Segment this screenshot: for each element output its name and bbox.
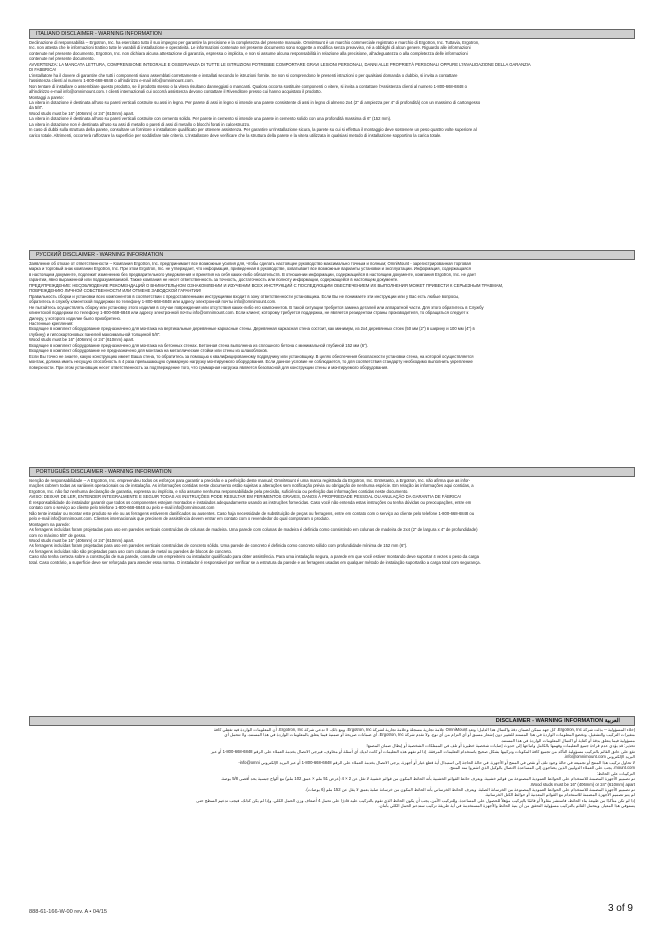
paragraph-line: монтаж, должна иметь несущую способность в 4 раза превышающую суммарную нагрузку монтируемого оборудования. Если данное условие не соблюдается, то для соответствия стандарту необходимо выполнить укрепление bbox=[29, 359, 473, 365]
paragraph-line: البريد الإلكتروني info@omnimount.com. bbox=[563, 754, 635, 760]
section-body bbox=[29, 40, 635, 138]
section-header: ITALIANO DISCLAIMER - WARNING INFORMATION bbox=[29, 29, 635, 39]
paragraph-line: إخلاء المسؤولية -- بذلت شركة Ergotron, Inc. كل جهد ممكن لضمان دقة واكتمال هذا الدليل؛ وتعد OmniMount علامة تجارية مسجلة وعلامة تجارية لشركة Ergotron, Inc. ومع ذلك، لا تدعي شركة Ergotron, Inc. أن المعلومات الواردة فيه تغطي كافة bbox=[213, 727, 635, 732]
section-header: PORTUGUÊS DISCLAIMER - WARNING INFORMATION bbox=[29, 467, 635, 477]
paragraph-line: Não tente instalar ou montar este produto se ele ou as ferragens estiverem danificados ou ausentes. Caso haja necessidade de substituição de peças ou ferragens, entre em contato com o serviço ao cliente pelo telefone 1-800-668-6848 ou bbox=[29, 510, 475, 516]
portuguese-section bbox=[29, 467, 635, 565]
paragraph-line: Ergotron, Inc. não faz nenhuma declaração de garantia, expressa ou implícita, e não assume nenhuma responsabilidade pela precisão, suficiência ou perfeição das informações contidas neste documento. bbox=[29, 488, 409, 494]
paragraph-line: Inc. non attesta che le informazioni trattino tutte le varabili di installazione e operatività. Le informazioni contenute nel presente documento sono soggette a modifica senza preavviso, né a obblighi di alcun genere. Riguardo alle informazioni bbox=[29, 45, 471, 51]
paragraph-line: As ferragens incluídas não são projetadas para uso com colunas de metal ou paredes de blocos de concreto. bbox=[29, 548, 232, 554]
russian-section bbox=[29, 250, 635, 370]
paragraph-line: contenute nel presente documento. bbox=[29, 56, 95, 62]
paragraph-line: إذا لم تكن متأكدًا من طبيعة بناء الحائط، فاستشر مقاولاً أو قائمًا بالتركيب مؤهلاً للحصول على المساعدة. وللتركيب الآمن، يجب أن يكون الحائط الذي تقوم بالتركيب عليه قادرًا على تحمل 4 أضعاف وزن الحمل الكلي. وإذا لم يكن كذلك، فيجب تدعيم السطح حتى bbox=[196, 797, 635, 803]
paragraph-line: تقع على عاتق القائم بالتركيب مسؤولية التأكد من تجميع كافة المكونات وتركيبها بشكل صحيح باستخدام التعليمات المرفقة. إذا لم تفهم هذه التعليمات أو كانت لديك أي أسئلة أو مخاوف، فيرجى الاتصال بخدمة العملاء على الرقم 6848-668-800-1 أو عبر bbox=[211, 748, 635, 754]
section-body bbox=[29, 727, 635, 809]
paragraph-line: гарантии, явно выраженной или подразумеваемой. Также компания не несет ответственность за точность, достаточность или полноту информации, содержащейся в настоящем документе. bbox=[29, 277, 399, 283]
paragraph-line: As ferragens incluídas foram projetadas para uso em paredes verticais construídas de colunas de madeira. Uma parede com colunas de madeira é definida como consistindo em colunas de madeira de 2x4 (2" de largura x 4" de profundidade) bbox=[29, 527, 478, 533]
section-header: РУССКИЙ DISCLAIMER - WARNING INFORMATION bbox=[29, 250, 635, 260]
paragraph-line: Montaggi a parete: bbox=[29, 94, 64, 100]
italian-section bbox=[29, 29, 635, 138]
paragraph-line: لا تحاول تركيب هذا المنتج أو تجميعه في حالة وجود تلف أو نقص في المنتج أو الأجهزة. في حالة الحاجة إلى استبدال أية قطع غيار أو أجهزة، يرجى الاتصال بخدمة العملاء على الرقم 6848-668-800-1 أو عبر البريد الإلكتروني info@omni- bbox=[238, 759, 635, 765]
section-title-arabic: العربية bbox=[604, 718, 620, 724]
paragraph-line: In caso di dubbi sulla struttura della parete, consultare un fornitore o installatore qualificato per ottenere assistenza. Per garantire un'installazione sicura, la parete su cui si effettua il montaggio deve sostenere un peso quattro volte superiore al bbox=[29, 127, 477, 133]
paragraph-line: com no máximo 5/8" de gesso. bbox=[29, 532, 87, 538]
document-code: 888-61-166-W-00 rev. A • 04/15 bbox=[29, 909, 107, 915]
paragraph-line: поверхности. При этом установщик несет ответственность за подтверждение того, что суммарная нагрузка является безопасной для конструкции стены и монтируемого оборудования. bbox=[29, 364, 389, 370]
paragraph-line: ПРЕДУПРЕЖДЕНИЕ: НЕСОБЛЮДЕНИЕ РЕКОМЕНДАЦИЙ О ВНИМАТЕЛЬНОМ ОЗНАКОМЛЕНИИ И ИЗУЧЕНИИ ВСЕХ ИНСТРУКЦИЙ С ПОСЛЕДУЮЩИМ ОБЕСПЕЧЕНИЕМ ИХ ВЫПОЛНЕНИЯ МОЖЕТ ПРИВЕСТИ К СЕРЬЕЗНЫМ ТРАВМАМ, bbox=[29, 282, 504, 288]
paragraph-line: L'installatore ha il dovere di garantire che tutti i componenti siano assemblati correttamente e installati secondo le istruzioni fornite. Se non si comprendono le presenti istruzioni o per qualsiasi domanda o dubbio, si invita a contattare bbox=[29, 72, 458, 78]
paragraph-line: Входящее в комплект оборудование предназначено для монтажа на бетонных стенах. Бетонная стена выполнена из сплошного бетона с минимальной глубиной 152 мм (6"). bbox=[29, 342, 369, 348]
paragraph-line: La vitera in dotazione è destinata all'uso su pareti verticali costruite su assi in legno. Per parete di assi in legno si intende una parete consistente di assi in legno di almeno 2x4 (2" di ampiezza per 4" di profondità) con un massimo di cartongesso bbox=[29, 99, 481, 105]
paragraph-line: da 5/8". bbox=[29, 105, 44, 111]
paragraph-line: mount.com. يجب على العملاء الدوليين الذين يحتاجون إلى المساعدة الاتصال بالوكيل الذي اشتروا منه المنتج. bbox=[449, 765, 635, 771]
paragraph-line: لم يتم تصميم الأجهزة المضمنة للاستخدام مع القوائم المعدنية أو حوائط الكتل الخرسانية. bbox=[484, 792, 635, 798]
paragraph-line: Non tentare di installare o assemblare questo prodotto, se il prodotto stesso o la vitera risultano danneggiati o mancanti. Qualora occorra sostituire componenti o vitere, si invita a contattare l'Assistenza clienti al numero 1-800-668-6848 o bbox=[29, 83, 467, 89]
paragraph-line: Isenção de responsabilidade -- A Ergotron, Inc. empreendeu todos os esforços para garantir a precisão e a perfeição deste manual; OmniMount é uma marca registrada da Ergotron, Inc. Entretanto, a Ergotron, Inc. não afirma que as infor- bbox=[29, 478, 471, 483]
paragraph-line: клиентской поддержки по телефону 1-800-668-6848 или адресу электронной почты info@omnimount.com. Если клиент, которому требуется поддержка, не является резидентом страны производителя, то обращаться следует к bbox=[29, 310, 469, 316]
paragraph-line: Если Вы точно не знаете, какую конструкцию имеет Ваша стена, то обратитесь за помощью к квалифицированному подрядчику или установщику. В целях обеспечения безопасности установки стена, на которой осуществляется bbox=[29, 353, 474, 359]
paragraph-line: As ferragens incluídas foram projetadas para uso em paredes verticais construídas de concreto sólido. Uma parede de concreto é definida como concreto sólido com profundidade mínima de 152 mm (6"). bbox=[29, 543, 408, 549]
paragraph-line: La vitera in dotazione non è destinata all'uso su assi di metallo o pareti di assi di metallo o blocchi forati in calcestruzzo. bbox=[29, 121, 251, 127]
paragraph-line: Montagem na parede: bbox=[29, 521, 70, 527]
paragraph-line: La vitera in dotazione è destinata all'uso su pareti verticali costruite con cemento solido. Per parete in cemento si intende una parete in cemento solido con una profondità massima di 6" (152 mm). bbox=[29, 116, 392, 122]
paragraph-line: Правильность сборки и установки всех компонентов в соответствии с предоставленными инструкциями входит в зону ответственности установщика. Если Вы не понимаете эти инструкции или у Вас есть любые вопросы, bbox=[29, 293, 460, 299]
section-header bbox=[29, 716, 635, 726]
paragraph-line: تم تصميم الأجهزة المضمنة للاستخدام على الحوائط العمودية المصنوعة من قوائم خشبية. ويعرف حائط القوائم الخشبية بأنه الحائط المكون من قوائم خشبية لا تقل عن 2 × 4 (عرض 51 ملم × عمق 102 ملم) مع ألواح جبسية بحد أقصى 5/8 بوصة. bbox=[220, 776, 635, 782]
page-number: 3 of 9 bbox=[607, 903, 633, 914]
paragraph-line: марка и торговый знак компании Ergotron, Inc. При этом Ergotron, Inc. не утверждает, что информация, приведенная в руководстве, охватывает все возможные варианты установки и эксплуатации. Информация, содержащаяся bbox=[29, 266, 471, 272]
arabic-section bbox=[29, 716, 635, 809]
paragraph-line: يستوفي هذا المعيار. ويتحمل القائم بالتركيب مسؤولية التحقق من أن بنية الحائط والأجهزة المستخدمة في أية طريقة تركيب ستدعم الحمل الكلي بأمان. bbox=[378, 803, 635, 809]
paragraph-line: Настенные крепления: bbox=[29, 320, 74, 326]
paragraph-line: Входящее в комплект оборудование не предназначено для монтажа на металлические стойки или стены из шлакоблоков. bbox=[29, 348, 268, 354]
paragraph-line: تحذير: قد يؤدي عدم قراءة جميع التعليمات وفهمها بالكامل واتباعها إلى حدوث إصابات شخصية خطيرة أو تلف في الممتلكات الشخصية أو إبطال ضمان المصنع! bbox=[366, 743, 635, 749]
paragraph-line: carico totale. Altrimenti, occorrerà rafforzare la superficie per soddisfare tale criterio. L'installatore deve verificare che la struttura della parete e la vitera utilizzata in qualsiasi metodo di installazione sopportino la carica totale. bbox=[29, 132, 442, 138]
paragraph-line: Wood studs must be 16" (406mm) or 24" (610mm) apart. bbox=[29, 110, 135, 116]
paragraph-line: Заявление об отказе от ответственности -- Компания Ergotron, Inc. предпринимает все возможные усилия для, чтобы сделать настоящее руководство максимально точным и полным; OmniMount - зарегистрированная торговая bbox=[29, 261, 471, 266]
paragraph-line: Дилеру, у которого изделие было приобретено. bbox=[29, 315, 122, 321]
paragraph-line: глубину) и гипсокартоновых панелей максимальной толщиной 5/8". bbox=[29, 331, 161, 337]
paragraph-line: Declinazione di responsabilità -- Ergotron, Inc. ha esercitato tutto il suo impegno per garantire la precisione e la completezza del presente manuale. OmniMount è un marchio commerciale registrato e marchio di Ergotron, Inc. Tuttavia, Ergotron, bbox=[29, 40, 480, 45]
section-title: DISCLAIMER - WARNING INFORMATION bbox=[495, 718, 604, 724]
paragraph-line: all'indirizzo e-mail info@omnimount.com. I clienti internazionali cui occorrà assistenza devono contattare il Rivenditore presso cui hanno acquistato il prodotto. bbox=[29, 89, 322, 95]
paragraph-line: مسؤولية فيما يتعلق بدقة أو كفاية أو اكتمال المعلومات الواردة في هذا المستند. bbox=[500, 737, 635, 743]
paragraph-line: Caso não tenha certeza sobre a construção de sua parede, consulte um empreiteiro ou instalador qualificado para obter assistência. Para uma instalação segura, a parede em que você estiver montando deve suportar 4 vezes o peso da carga bbox=[29, 554, 479, 560]
paragraph-line: تم تصميم الأجهزة المضمنة للاستخدام على الحوائط العمودية المصنوعة من الخرسانة الصلبة. ويعرف الحائط الخرساني بأنه الحائط المكون من خرسانة صلبة بعمق لا يقل عن 152 ملم (6 بوصات). bbox=[305, 786, 635, 792]
paragraph-line: AVVERTENZA: LA MANCATA LETTURA, COMPRENSIONE INTEGRALE E OSSERVANZA DI TUTTE LE ISTRUZIONI POTREBBE COMPORTARE GRAVI LESIONI PERSONALI, DANNI ALLE PROPRIETÀ PERSONALI OPPURE L'INVALIDAZIONE DELLA GARANZIA bbox=[29, 61, 531, 67]
section-body bbox=[29, 261, 635, 370]
paragraph-line: pelo e-mail info@omnimount.com. Clientes internacionais que precisem de assistência devem entrar em contato com o revendedor do qual compraram o produto. bbox=[29, 516, 330, 522]
paragraph-line: contato com o serviço ao cliente pelo telefone 1-800-668-6848 ou pelo e-mail info@omnimount.com bbox=[29, 505, 215, 511]
paragraph-line: contenute nel presente documento, Ergotron, Inc. non dichiara alcuna attestazione di garanzia, espressa o implicita, e non si assume alcuna responsabilità in relazione alla precisione, all'adeguatezza o alla completezza delle informazioni bbox=[29, 50, 468, 56]
paragraph-line: в настоящем документе, подлежит изменению без предварительного уведомления и принятия на себя каких-либо обязательств. В отношении информации, содержащейся в настоящем документе, компания Ergotron, Inc. не дает bbox=[29, 271, 476, 277]
paragraph-line: التركيبات على الحائط: bbox=[596, 770, 635, 776]
paragraph-line: ПОВРЕЖДЕНИЮ ЛИЧНОЙ СОБСТВЕННОСТИ ИЛИ ОТМЕНЕ ЗАВОДСКОЙ ГАРАНТИИ! bbox=[29, 288, 202, 294]
paragraph-line: обратитесь в службу клиентской поддержки по телефону 1-800-668-6848 или адресу электронной почты info@omnimount.com. bbox=[29, 299, 277, 305]
paragraph-line: mações cobrem todas as variáveis operacionais ou de instalação. As informações contidas neste documento estão sujeitas a alterações sem notificação prévia ou obrigação de nenhuma espécie. Em relação às informações aqui contidas, a bbox=[29, 483, 474, 489]
paragraph-line: متغيرات التركيب والتشغيل. وتخضع المعلومات الواردة في هذا المستند للتغيير دون إشعار مسبق أو أي التزام من أي نوع. ولا تقدم شركة Ergotron, Inc. أي ضمانات صريحة أو ضمنية فيما يتعلق بالمعلومات الواردة في هذا المستند، ولا تتحمل أي bbox=[224, 732, 635, 738]
section-body bbox=[29, 478, 635, 565]
paragraph-line: Не пытайтесь осуществлять сборку или установку этого изделия в случае повреждения или отсутствия каких-либо его компонентов. В такой ситуации требуется замена деталей или аппаратной части. Для этого обратитесь в Службу bbox=[29, 304, 484, 310]
paragraph-line: total. Caso contrário, a superfície deve ser reforçada para atender essa norma. O instalador é responsável por verificar se a estrutura da parede e as ferragens usadas em qualquer método de instalação suportarão a carga total com segurança. bbox=[29, 559, 481, 565]
paragraph-line: É responsabilidade do instalador garantir que todos os componentes estejam montados e instalados adequadamente usando as instruções fornecidas. Caso você não entenda estas instruções ou tenha dúvidas ou preocupações, entre em bbox=[29, 499, 472, 505]
paragraph-line: Wood studs must be 16" (406mm) or 24" (610mm) apart. bbox=[29, 337, 135, 343]
paragraph-line: DI FABBRICA! bbox=[29, 67, 57, 73]
paragraph-line: l'assistenza clienti al numero 1-800-668-6848 o all'indirizzo e-mail info@omnimount.com. bbox=[29, 78, 194, 84]
paragraph-line: Wood studs must be 16" (406mm) or 24" (610mm) apart. bbox=[529, 781, 635, 787]
paragraph-line: Входящее в комплект оборудование предназначено для монтажа на вертикальные деревянные каркасные стены. Деревянная каркасная стена состоит, как минимум, из 2x4 деревянных стоек (50 мм (2") в ширину и 100 мм (4") в bbox=[29, 326, 475, 332]
paragraph-line: Wood studs must be 16" (406mm) or 24" (610mm) apart. bbox=[29, 537, 135, 543]
paragraph-line: AVISO: DEIXAR DE LER, ENTENDER INTEGRALMENTE E SEGUIR TODAS AS INSTRUÇÕES PODE RESULTAR EM FERIMENTOS GRAVES, DANOS À PROPRIEDADE PESSOAL OU ANULAÇÃO DA GARANTIA DE FÁBRICA! bbox=[29, 494, 462, 500]
